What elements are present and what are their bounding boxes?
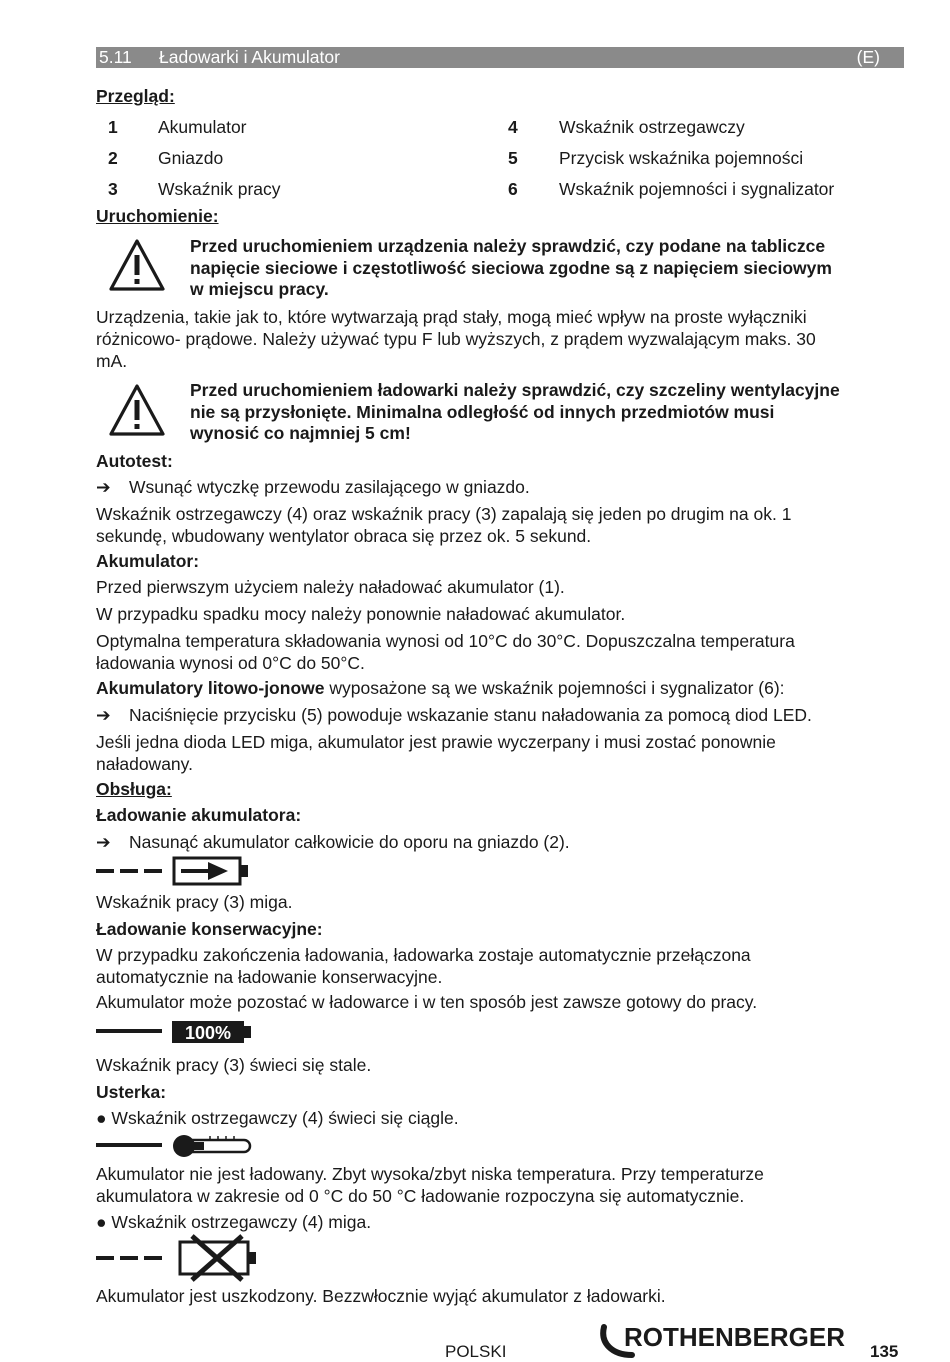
damaged-battery-icon (96, 1234, 266, 1284)
overview-label-2: Gniazdo (158, 148, 224, 168)
section-code: (E) (856, 47, 880, 67)
maintenance-paragraph: W przypadku zakończenia ładowania, ładowarka zostaje automatycznie przełączona automatycznie na ładowanie konserwacyjne. (96, 945, 751, 987)
fault-paragraph-1: Akumulator nie jest ładowany. Zbyt wysoka/zbyt niska temperatura. Przy temperaturze akumulatora w zakresie od 0 °C do 50 °C ładowanie rozpoczyna się automatycznie. (96, 1164, 764, 1206)
selftest-step: ➔ Wsunąć wtyczkę przewodu zasilającego w gniazdo. (96, 477, 530, 497)
charging-step: ➔ Nasunąć akumulator całkowicie do oporu na gniazdo (2). (96, 832, 570, 852)
battery-paragraph-2: W przypadku spadku mocy należy ponownie naładować akumulator. (96, 604, 626, 624)
arrow-right-icon: ➔ (96, 705, 111, 725)
selftest-heading: Autotest: (96, 451, 173, 471)
overview-label-6: Wskaźnik pojemności i sygnalizator (559, 179, 835, 199)
overview-item-4: 4 (508, 117, 518, 137)
overview-heading: Przegląd: (96, 86, 175, 106)
warning-text-2: Przed uruchomieniem ładowarki należy sprawdzić, czy szczeliny wentylacyjne nie są przysłonięte. Minimalna odległość od innych przedmiotów musi wynosić co najmniej 5 cm! (190, 380, 840, 443)
startup-paragraph: Urządzenia, takie jak to, które wytwarzają prąd stały, mogą mieć wpływ na proste wyłączniki różnicowo- prądowe. Należy używać typu F lub wyższych, z prądem wyzwalającym maks. 30 mA. (96, 307, 816, 371)
full-battery-icon (96, 1018, 256, 1046)
battery-heading: Akumulator: (96, 551, 200, 571)
battery-paragraph-4: Akumulatory litowo-jonowe wyposażone są we wskaźnik pojemności i sygnalizator (6): (96, 678, 785, 698)
overview-label-1: Akumulator (158, 117, 247, 137)
svg-text:ROTHENBERGER: ROTHENBERGER (624, 1322, 846, 1352)
overview-item-6: 6 (508, 179, 518, 199)
footer-language: POLSKI (445, 1342, 507, 1361)
charging-status: Wskaźnik pracy (3) miga. (96, 892, 293, 912)
fault-item-1: ● Wskaźnik ostrzegawczy (4) świeci się ciągle. (96, 1108, 459, 1128)
battery-paragraph-1: Przed pierwszym użyciem należy naładować akumulator (1). (96, 577, 565, 597)
overview-label-3: Wskaźnik pracy (158, 179, 281, 199)
warning-icon (108, 238, 166, 292)
operation-heading: Obsługa: (96, 779, 172, 799)
warning-icon (108, 383, 166, 437)
charging-battery-icon (96, 855, 256, 887)
maintenance-paragraph-2: Akumulator może pozostać w ładowarce i w ten sposób jest zawsze gotowy do pracy. (96, 992, 758, 1012)
overview-label-4: Wskaźnik ostrzegawczy (559, 117, 745, 137)
arrow-right-icon: ➔ (96, 477, 111, 497)
battery-paragraph-3: Optymalna temperatura składowania wynosi od 10°C do 30°C. Dopuszczalna temperatura ładowania wynosi od 0°C do 50°C. (96, 631, 795, 673)
section-number: 5.11 (99, 47, 132, 67)
page-number: 135 (870, 1342, 899, 1361)
overview-item-2: 2 (108, 148, 118, 168)
selftest-paragraph: Wskaźnik ostrzegawczy (4) oraz wskaźnik pracy (3) zapalają się jeden po drugim na ok. 1 sekundę, wbudowany wentylator obraca się przez ok. 5 sekund. (96, 504, 792, 546)
warning-text-1: Przed uruchomieniem urządzenia należy sprawdzić, czy podane na tabliczce napięcie sieciowe i częstotliwość sieciowa zgodne są z napięciem sieciowym w miejscu pracy. (190, 236, 832, 299)
charging-heading: Ładowanie akumulatora: (96, 805, 302, 825)
overview-item-5: 5 (508, 148, 518, 168)
overview-item-3: 3 (108, 179, 118, 199)
thermometer-icon (96, 1132, 256, 1160)
maintenance-heading: Ładowanie konserwacyjne: (96, 919, 323, 939)
arrow-right-icon: ➔ (96, 832, 111, 852)
fault-paragraph-2: Akumulator jest uszkodzony. Bezzwłocznie wyjąć akumulator z ładowarki. (96, 1286, 666, 1306)
section-title: Ładowarki i Akumulator (159, 47, 340, 67)
fault-item-2: ● Wskaźnik ostrzegawczy (4) miga. (96, 1212, 372, 1232)
full-battery-label: 100% (184, 1023, 232, 1043)
battery-step: ➔ Naciśnięcie przycisku (5) powoduje wskazanie stanu naładowania za pomocą diod LED. (96, 705, 812, 725)
startup-heading: Uruchomienie: (96, 206, 219, 226)
overview-item-1: 1 (108, 117, 118, 137)
maintenance-status: Wskaźnik pracy (3) świeci się stale. (96, 1055, 372, 1075)
fault-heading: Usterka: (96, 1082, 167, 1102)
rothenberger-logo (598, 1321, 852, 1359)
section-header (96, 47, 904, 68)
overview-label-5: Przycisk wskaźnika pojemności (559, 148, 804, 168)
battery-paragraph-5: Jeśli jedna dioda LED miga, akumulator jest prawie wyczerpany i musi zostać ponownie naładowany. (96, 732, 776, 774)
